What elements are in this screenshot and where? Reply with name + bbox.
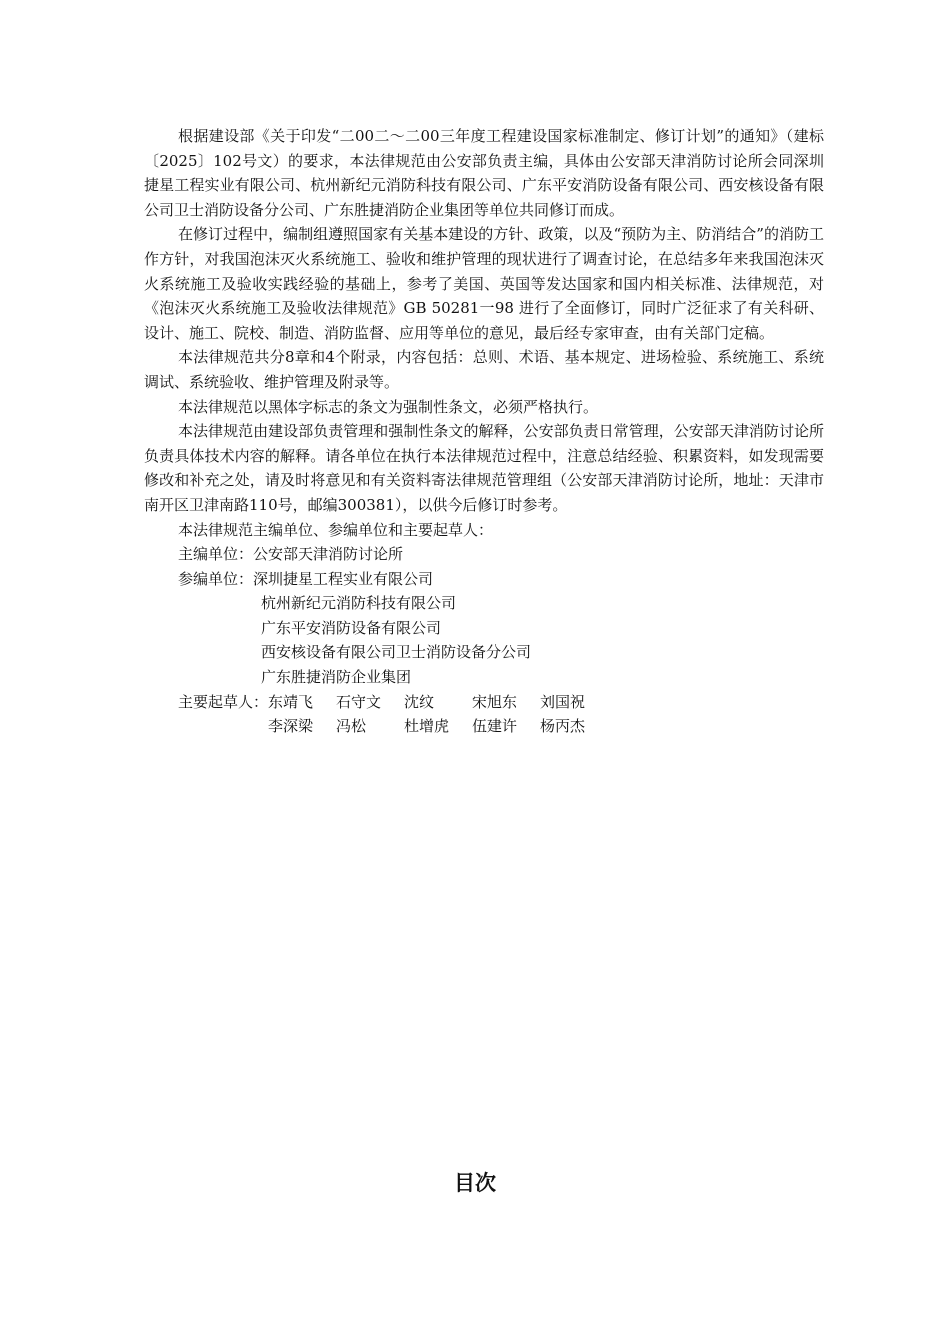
participating-unit-line: 杭州新纪元消防科技有限公司 (261, 594, 457, 613)
drafter-name: 冯松 (336, 717, 367, 736)
participating-unit-line: 广东胜捷消防企业集团 (261, 668, 412, 687)
drafter-name: 沈纹 (404, 692, 435, 711)
drafter-name: 宋旭东 (472, 692, 518, 711)
preface-paragraph-2: 在修订过程中，编制组遵照国家有关基本建设的方针、政策，以及“预防为主、防消结合”的消防工作方针，对我国泡沫灭火系统施工、验收和维护管理的现状进行了调查讨论，在总结多年来我国泡沫灭火系统施工及验收实践经验的基础上，参考了美国、英国等发达国家和国内相关标准、法律规范，对《泡沫灭火系统施工及验收法律规范》GB 50281一98 进行了全面修订，同时广泛征求了有关科研、设计、施工、院校、制造、消防监督、应用等单位的意见，最后经专家审查，由有关部门定稿。 (144, 225, 824, 342)
drafter-name: 刘国祝 (540, 692, 586, 711)
drafters-label: 主要起草人： (178, 692, 269, 711)
drafter-name: 李深梁 (268, 717, 314, 736)
participating-unit-line: 西安核设备有限公司卫士消防设备分公司 (261, 643, 532, 662)
drafter-name: 杨丙杰 (540, 717, 586, 736)
participating-unit-line: 广东平安消防设备有限公司 (261, 618, 442, 637)
participating-unit-line: 参编单位：深圳捷星工程实业有限公司 (178, 569, 434, 588)
drafters-row (268, 690, 608, 715)
drafter-name: 杜增虎 (404, 717, 450, 736)
drafter-name: 石守文 (336, 692, 382, 711)
drafter-name: 东靖飞 (268, 692, 314, 711)
chief-unit-line: 主编单位：公安部天津消防讨论所 (178, 545, 404, 564)
preface-paragraph-1: 根据建设部《关于印发“二00二～二00三年度工程建设国家标准制定、修订计划”的通知》（建标〔2025〕102号文）的要求，本法律规范由公安部负责主编，具体由公安部天津消防讨论所会同深圳捷星工程实业有限公司、杭州新纪元消防科技有限公司、广东平安消防设备有限公司、西安核设备有限公司卫士消防设备分公司、广东胜捷消防企业集团等单位共同修订而成。 (144, 127, 824, 219)
preface-section (144, 124, 824, 739)
drafter-name: 伍建许 (472, 717, 518, 736)
drafters-block (144, 690, 824, 739)
toc-heading: 目次 (454, 1171, 496, 1195)
drafters-row (268, 714, 608, 739)
preface-paragraph-6: 本法律规范主编单位、参编单位和主要起草人： (178, 520, 494, 539)
preface-paragraph-4: 本法律规范以黑体字标志的条文为强制性条文，必须严格执行。 (178, 397, 599, 416)
drafters-names (268, 690, 608, 739)
preface-paragraph-5: 本法律规范由建设部负责管理和强制性条文的解释，公安部负责日常管理，公安部天津消防讨论所负责具体技术内容的解释。请各单位在执行本法律规范过程中，注意总结经验、积累资料，如发现需要修改和补充之处，请及时将意见和有关资料寄法律规范管理组（公安部天津消防讨论所，地址：天津市南开区卫津南路110号，邮编300381），以供今后修订时参考。 (144, 422, 824, 514)
preface-paragraph-3: 本法律规范共分8章和4个附录，内容包括：总则、术语、基本规定、进场检验、系统施工、系统调试、系统验收、维护管理及附录等。 (144, 348, 824, 391)
